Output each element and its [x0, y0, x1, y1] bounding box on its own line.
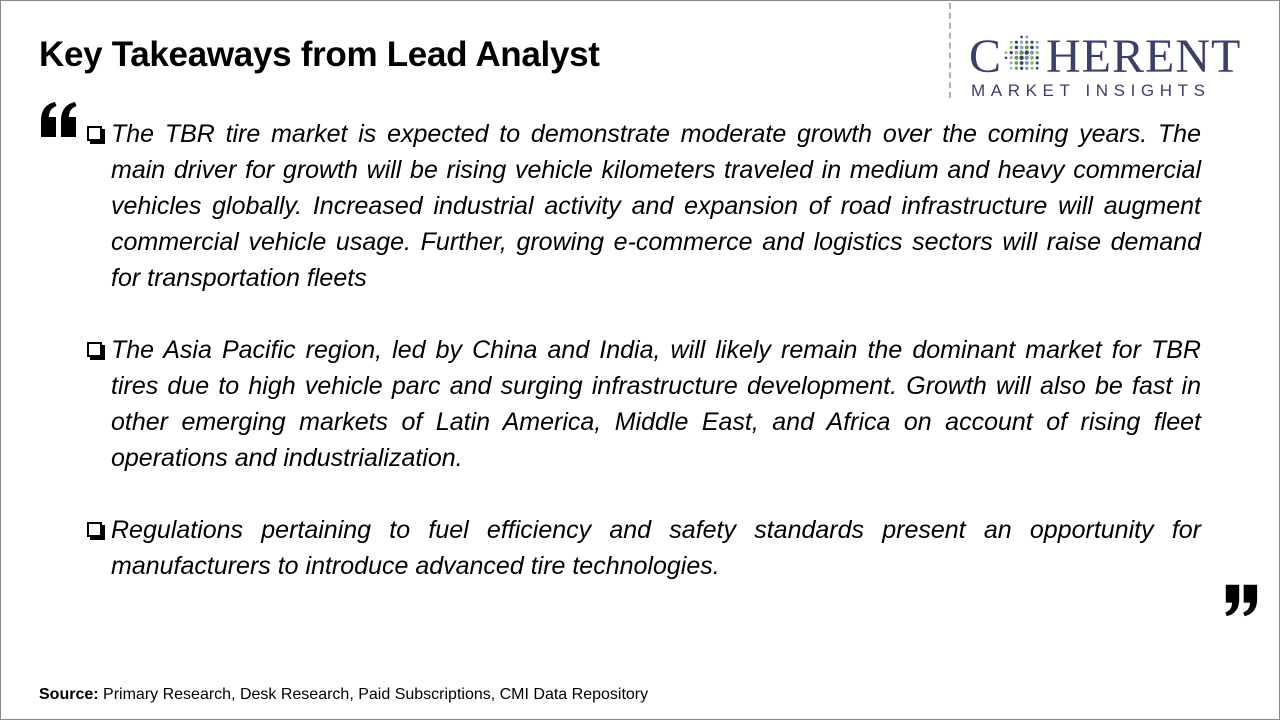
- globe-dot: [1015, 67, 1018, 70]
- globe-dot: [1036, 41, 1039, 44]
- globe-dot: [1010, 67, 1013, 70]
- slide-title: Key Takeaways from Lead Analyst: [39, 35, 600, 74]
- globe-dot: [1025, 61, 1029, 65]
- list-item: [87, 116, 1201, 296]
- source-label: Source:: [39, 686, 99, 703]
- globe-dot: [1030, 41, 1033, 44]
- close-quote-icon: [1223, 583, 1259, 617]
- globe-dot: [1020, 61, 1024, 65]
- globe-dot: [1020, 45, 1024, 49]
- globe-dot: [1015, 61, 1019, 65]
- globe-dot: [1010, 61, 1013, 64]
- company-logo: [969, 31, 1265, 101]
- globe-dot: [1036, 61, 1039, 64]
- takeaway-text: The Asia Pacific region, led by China and India, will likely remain the dominant market for TBR tires due to high vehicle parc and surging infrastructure development. Growth will also be fast in other emerging markets of Latin America, Middle East, and Africa on account of rising fleet operations and industrialization.: [111, 336, 1201, 472]
- globe-dot: [1025, 67, 1028, 70]
- globe-dot: [1015, 46, 1019, 50]
- list-item: [87, 512, 1201, 584]
- list-item: [87, 332, 1201, 476]
- globe-dot: [1019, 50, 1023, 54]
- takeaways-list: [87, 116, 1201, 620]
- globe-dot: [1025, 56, 1029, 60]
- checkbox-bullet-icon: [87, 522, 102, 537]
- globe-dot: [1036, 46, 1039, 49]
- globe-dot: [1025, 36, 1028, 39]
- globe-dot: [1019, 56, 1023, 60]
- open-quote-icon: [39, 101, 79, 139]
- logo-wordmark: [969, 31, 1241, 83]
- takeaway-text: The TBR tire market is expected to demonstrate moderate growth over the coming years. The main driver for growth will be rising vehicle kilometers traveled in medium and heavy commercial vehicles globally. Increased industrial activity and expansion of road infrastructure will augment commercial vehicle usage. Further, growing e-commerce and logistics sectors will raise demand for transportation fleets: [111, 120, 1201, 292]
- globe-dot: [1005, 51, 1008, 54]
- source-text: Primary Research, Desk Research, Paid Subscriptions, CMI Data Repository: [103, 686, 649, 703]
- globe-dot: [1031, 67, 1034, 70]
- globe-dot: [1005, 56, 1008, 59]
- globe-dot: [1030, 51, 1034, 55]
- globe-dot: [1030, 56, 1034, 60]
- globe-dot: [1025, 45, 1029, 49]
- globe-dot: [1010, 51, 1013, 54]
- globe-dot: [1025, 41, 1028, 44]
- globe-dot: [1025, 50, 1029, 54]
- logo-letters-herent: HERENT: [1046, 30, 1242, 83]
- globe-dot: [1020, 67, 1023, 70]
- globe-dot: [1010, 56, 1013, 59]
- globe-dot: [1010, 46, 1013, 49]
- globe-dot: [1030, 61, 1033, 64]
- globe-dot: [1020, 36, 1023, 39]
- logo-tagline: MARKET INSIGHTS: [971, 81, 1211, 100]
- globe-dot: [1036, 56, 1039, 59]
- checkbox-bullet-icon: [87, 126, 102, 141]
- globe-dot: [1014, 56, 1018, 60]
- globe-dot: [1010, 41, 1013, 44]
- header-divider: [949, 3, 951, 98]
- takeaway-text: Regulations pertaining to fuel efficiency and safety standards present an opportunity for manufacturers to introduce advanced tire technologies.: [111, 516, 1201, 580]
- globe-dot: [1030, 46, 1034, 50]
- globe-dot: [1036, 67, 1039, 70]
- globe-dot: [1036, 51, 1039, 54]
- globe-dot: [1014, 51, 1018, 55]
- source-note: [39, 686, 648, 704]
- globe-dot: [1015, 41, 1018, 44]
- logo-letter-c: C: [969, 30, 1003, 83]
- globe-dot: [1020, 41, 1023, 44]
- checkbox-bullet-icon: [87, 342, 102, 357]
- dotted-globe-icon: [1003, 34, 1045, 76]
